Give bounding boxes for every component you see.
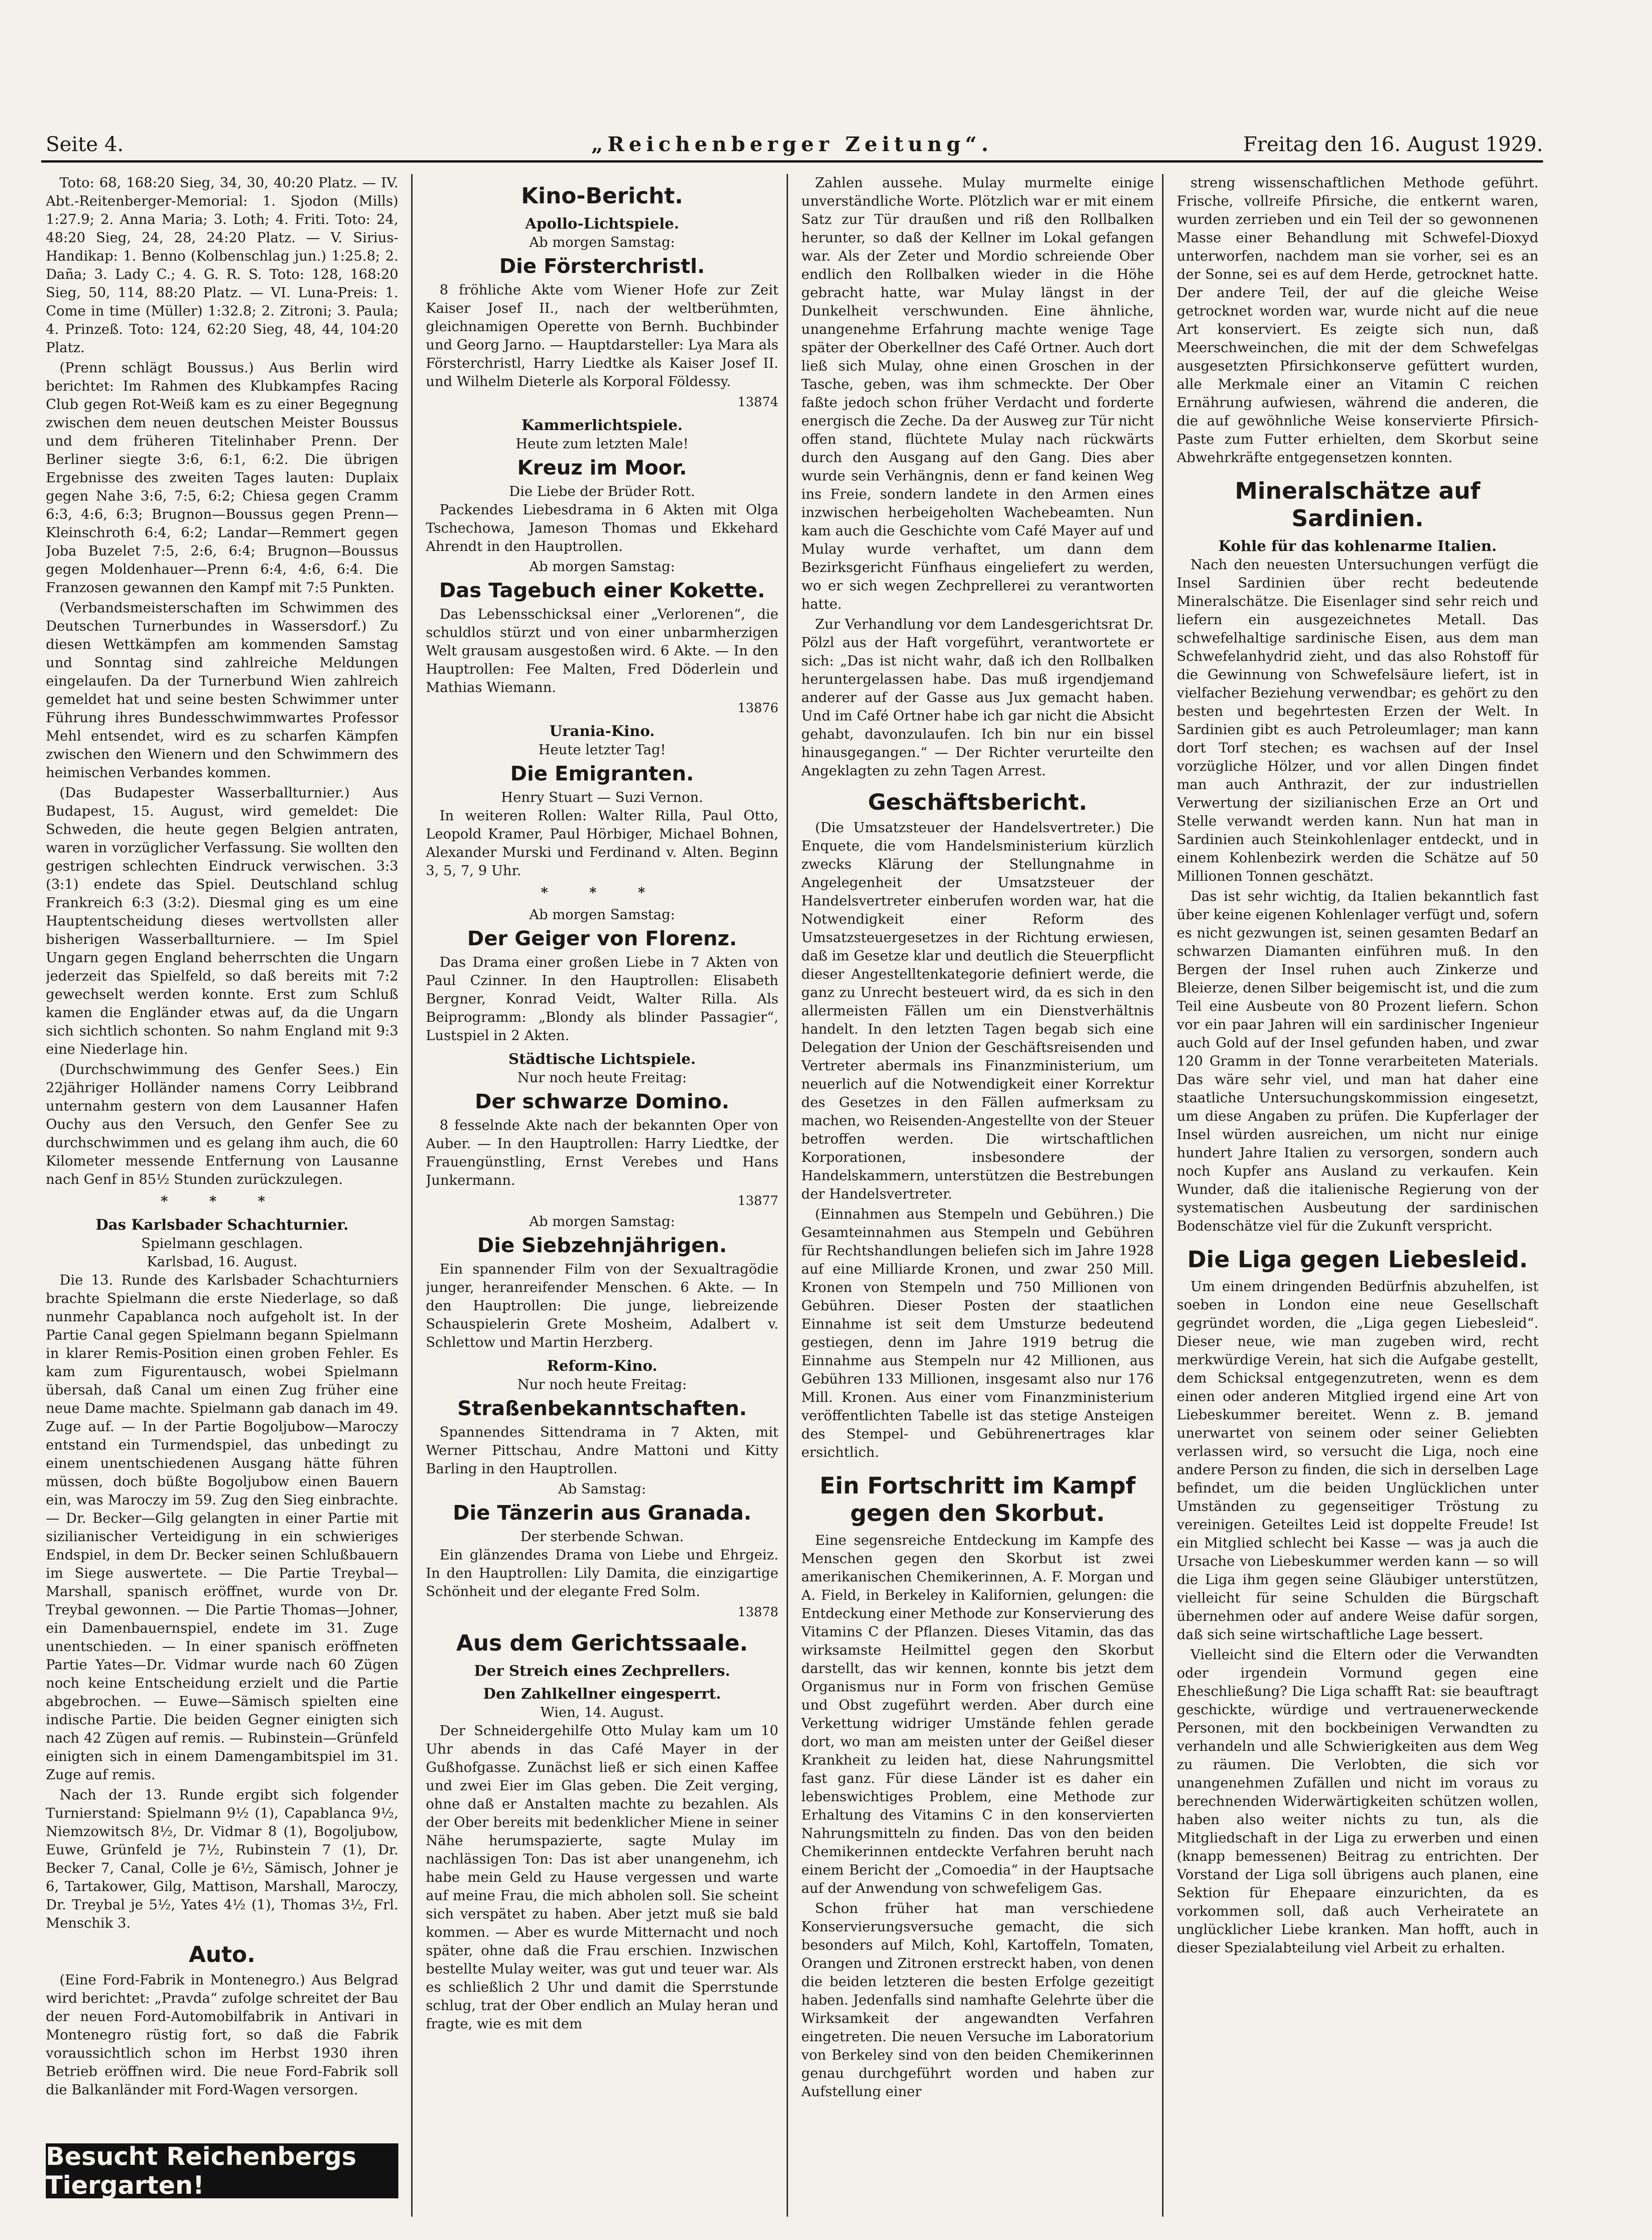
issue-date: Freitag den 16. August 1929. [1243,133,1543,156]
court-verdict: Zur Verhandlung vor dem Landesgerichtsrat Dr. Pölzl aus der Haft vorgeführt, verantwortete er sich: „Das ist nicht wahr, daß ich den Rollbalken heruntergelassen habe. Das muß irgendjemand anderer auf der Gasse aus Jux gemacht haben. Und im Café Ortner habe ich gar nicht die Absicht gehabt, davonzulaufen. Ich bin nur ein bissel hinausgegangen.“ — Der Richter verurteilte den Angeklagten zu zehn Tagen Arrest. [801,616,1154,779]
business-headline: Geschäftsbericht. [868,790,1087,815]
film-description: Das Lebensschicksal einer „Verlorenen“, die schuldlos stürzt und von einer unbarmherzigen Welt grausam ausgestoßen wird. 6 Akte. — In den Hauptrollen: Fee Malten, Fred Döderlein und Mathias Wiemann. [426,606,778,696]
scurvy-article-continued: streng wissenschaftlichen Methode geführt. Frische, vollreife Pfirsiche, die entkernt waren, wurden zerrieben und ein Teil der so gewonnenen Masse einer Behandlung mit Schwefel-Dioxyd unterworfen, nachdem man sie vorher, sei es an der Sonne, sei es auf dem Herde, getrocknet hatte. Der andere Teil, der auf die gleiche Weise getrocknet worden war, wurde nicht auf die neue Art konserviert. Es zeigte sich nun, daß Meerschweinchen, die mit der dem Schwefelgas ausgesetzten Pfirsichkonserve gefüttert wurden, alle Merkmale einer an Vitamin C reichen Ernährung aufwiesen, während die anderen, die die auf gewöhnliche Weise konservierte Pfirsich-Paste zum Futter erhielten, dem Skorbut seine Abwehrkräfte entgegensetzen konnten. [1177,175,1538,466]
scurvy-headline: Ein Fortschritt im Kampf gegen den Skorbut. [819,1472,1136,1526]
column-2 [426,174,778,2217]
chess-article: Die 13. Runde des Karlsbader Schachturniers brachte Spielmann die erste Niederlage, so daß nunmehr Capablanca noch aufgeholt ist. In der Partie Canal gegen Spielmann begann Spielmann in klarer Remis-Position einen groben Fehler. Es kam zum Figurentausch, wobei Spielmann übersah, daß Canal um einen Zug früher eine neue Dame machte. Spielmann gab danach im 49. Zuge auf. — In der Partie Bogoljubow—Maroczy entstand ein Turmendspiel, das unbedingt zu einem unentschiedenen Ausgang hätte führen müssen, doch büßte Bogoljubow einen Bauern ein, was Maroczy im 59. Zug den Sieg einbrachte. — Dr. Becker—Gilg gelangten in einer Partie mit sizilianischer Verteidigung in ein schwieriges Endspiel, in dem Dr. Becker seinen Schlußbauern im Siege auswertete. — Die Partie Treybal—Marshall, spanisch eröffnet, wurde von Dr. Treybal gewonnen. — Die Partie Thomas—Johner, ein Damenbauernspiel, endete im 31. Zuge unentschieden. — In einer spanisch eröffneten Partie Yates—Dr. Vidmar wurde nach 60 Zügen noch keine Entscheidung erzielt und die Partie abgebrochen. — Euwe—Sämisch spielten eine indische Partie. Die beiden Gegner einigten sich nach 42 Zügen auf remis. — Rubinstein—Grünfeld einigten sich in einem Damengambitspiel im 31. Zuge auf remis. [46,1272,398,1783]
column-4 [1177,174,1538,2217]
race-results: Toto: 68, 168:20 Sieg, 34, 30, 40:20 Platz. — IV. Abt.-Reitenberger-Memorial: 1. Sjodon (Mills) 1:27.9; 2. Anna Maria; 3. Loth; 4. Friti. Toto: 24, 48:20 Sieg, 24, 28, 24:20 Platz. — V. Sirius-Handikap: 1. Benno (Kolbenschlag jun.) 1:25.8; 2. Daña; 3. Lady C.; 4. G. R. S. Toto: 128, 168:20 Sieg, 50, 114, 88:20 Platz. — VI. Luna-Preis: 1. Come in time (Müller) 1:32.8; 2. Zitroni; 3. Paula; 4. Prinzeß. Toto: 124, 62:20 Sieg, 48, 44, 104:20 Platz. [46,175,398,356]
cinema-name: Städtische Lichtspiele. [508,1050,696,1068]
cinema-date: Ab morgen Samstag: [529,1214,675,1230]
ad-number: 13874 [737,394,778,409]
column-1 [46,174,398,2217]
film-description: In weiteren Rollen: Walter Rilla, Paul Otto, Leopold Kramer, Paul Hörbiger, Michael Bohnen, Alexander Murski und Ferdinand v. Alten. Beginn 3, 5, 7, 9 Uhr. [426,808,778,879]
chess-subheadline: Spielmann geschlagen. [141,1236,303,1252]
liga-article-2: Vielleicht sind die Eltern oder die Verwandten oder irgendein Vormund gegen eine Eheschließung? Die Liga schafft Rat: sie beauftragt geschickte, würdige und vertrauenerweckende Personen, mit den bockbeinigen Verwandten zu verhandeln und alle Schwierigkeiten aus dem Weg zu räumen. Die Verlobten, die sich vor unangenehmen Zufällen und nicht im voraus zu berechnenden Widerwärtigkeiten schützen wollen, haben also weiter nichts zu tun, als die Mitgliedschaft in der Liga zu erwerben und einen (knapp bemessenen) Beitrag zu entrichten. Der Vorstand der Liga soll übrigens auch planen, eine Sektion für Ehepaare einzurichten, da es vorkommen soll, daß auch Verheiratete an unglücklicher Liebe kranken. Man hofft, auch in dieser Spezialabteilung viel Arbeit zu erhalten. [1177,1647,1538,1956]
cinema-date: Heute letzter Tag! [538,742,666,758]
sardinia-article-2: Das ist sehr wichtig, da Italien bekanntlich fast über keine eigenen Kohlenlager verfügt und, sofern es nicht gezwungen ist, seinen gesamten Bedarf an schwarzen Diamanten einführen muß. In den Bergen der Insel ruhen auch Zinkerze und Bleierze, denen Silber beigemischt ist, und die zum Teil eine Ausbeute von 80 Prozent liefern. Schon vor ein paar Jahren will ein sardinischer Ingenieur auch Gold auf der Insel gefunden haben, und zwar 120 Gramm in der Tonne verarbeiteten Materials. Das wäre sehr viel, und man hat daher eine staatliche Untersuchungskommission eingesetzt, um diese Angaben zu prüfen. Die Kupferlager der Insel würden ausreichen, um nicht nur einige hundert Jahre Italien zu versorgen, sondern auch noch Kupfer ans Ausland zu verkaufen. Kein Wunder, daß die italienische Regierung von der systematischen Ausbeutung der sardinischen Bodenschätze viel für die Zukunft verspricht. [1177,888,1538,1234]
film-description: Ein spannender Film von der Sexualtragödie junger, heranreifender Menschen. 6 Akte. — In den Hauptrollen: Die junge, liebreizende Schauspielerin Grete Mosheim, Adalbert v. Schlettow und Martin Herzberg. [426,1261,778,1351]
tennis-article: (Prenn schlägt Boussus.) Aus Berlin wird berichtet: Im Rahmen des Klubkampfes Racing Club gegen Rot-Weiß kam es zu einer Begegnung zwischen dem neuen deutschen Meister Boussus und dem früheren Titelinhaber Prenn. Der Berliner siegte 3:6, 6:1, 6:2. Die übrigen Ergebnisse des zweiten Tages lauten: Duplaix gegen Nahe 3:6, 7:5, 6:2; Chiesa gegen Cramm 6:3, 4:6, 6:3; Brugnon—Boussus gegen Prenn—Kleinschroth 6:4, 6:2; Landar—Remmert gegen Joba Buzelet 7:5, 2:6, 6:4; Brugnon—Boussus gegen Moldenhauer—Prenn 6:4, 4:6, 6:4. Die Franzosen gewannen den Kampf mit 7:5 Punkten. [46,360,398,596]
film-description: Das Drama einer großen Liebe in 7 Akten von Paul Czinner. In den Hauptrollen: Elisabeth Bergner, Konrad Veidt, Walter Rilla. Als Beiprogramm: „Blondy als blinder Passagier“, Lustspiel in 2 Akten. [426,954,778,1044]
court-article-continued: Zahlen aussehe. Mulay murmelte einige unverständliche Worte. Plötzlich war er mit einem Satz zur Tür draußen und riß den Rollbalken herunter, so daß der Kellner im Lokal gefangen war. Als der Zeter und Mordio schreiende Ober endlich den Rollbalken wieder in die Höhe gebracht hatte, war Mulay längst in der Dunkelheit verschwunden. Eine ähnliche, unangenehme Erfahrung machte wenige Tage später der Oberkellner des Café Ortner. Auch dort ließ sich Mulay, ohne einen Groschen in der Tasche, geben, was ihm schmeckte. Der Ober faßte jedoch schon früher Verdacht und forderte energisch die Zeche. Da der Ausweg zur Tür nicht offen stand, flüchtete Mulay nach rückwärts durch den Ausgang auf den Gang. Dies aber wurde sein Verhängnis, denn er fand keinen Weg ins Freie, sondern landete in den Armen eines inzwischen herbeigeholten Wachebeamten. Nun kam auch die Geschichte vom Café Mayer auf und Mulay wurde verhaftet, um dann dem Bezirksgericht Fünfhaus eingeliefert zu werden, wo er sich wegen Zechprellerei zu verantworten hatte. [801,175,1154,612]
auto-headline: Auto. [189,1942,255,1967]
cinema-date: Nur noch heute Freitag: [517,1377,687,1393]
cinema-name: Reform-Kino. [547,1357,658,1374]
film-description: 8 fesselnde Akte nach der bekannten Oper von Auber. — In den Hauptrollen: Harry Liedtke, der Frauengünstling, Ernst Verebes und Hans Junkermann. [426,1117,778,1188]
zoo-advertisement: Besucht Reichenbergs Tiergarten! [46,2143,398,2198]
film-title: Die Siebzehnjährigen. [477,1234,727,1257]
chess-headline: Das Karlsbader Schachturnier. [95,1216,349,1233]
cinema-date: Ab morgen Samstag: [529,907,675,923]
court-article: Der Schneidergehilfe Otto Mulay kam um 10 Uhr abends in das Café Mayer in der Gußhofgasse. Zunächst ließ er sich einen Kaffee und zwei Eier im Glas geben. Die Zeit verging, ohne daß er Anstalten machte zu bezahlen. Als der Ober bereits mit bedenklicher Miene in seiner Nähe herumspazierte, sagte Mulay im nachlässigen Ton: Das ist aber unangenehm, ich habe mein Geld zu Hause vergessen und warte auf meine Frau, die mich abholen soll. Sie scheint sich verspätet zu haben. Aber jetzt muß sie bald kommen. — Aber es wurde Mitternacht und noch später, ohne daß die Frau erschien. Inzwischen bestellte Mulay weiter, was gut und teuer war. Als es schließlich 2 Uhr und damit die Sperrstunde schlug, trat der Ober endlich an Mulay heran und fragte, wie es mit dem [426,1723,778,2032]
cinema-date: Ab morgen Samstag: [529,559,675,575]
film-title: Kreuz im Moor. [517,456,687,480]
film-description: 8 fröhliche Akte vom Wiener Hofe zur Zeit Kaiser Josef II., nach der weltberühmten, gleichnamigen Operette von Bernh. Buchbinder und Georg Jarno. — Hauptdarsteller: Lya Mara als Försterchristl, Harry Liedtke als Kaiser Josef II. und Wilhelm Dieterle als Korporal Földessy. [426,282,778,390]
film-cast: Henry Stuart — Suzi Vernon. [501,790,703,806]
film-description: Spannendes Sittendrama in 7 Akten, mit Werner Pittschau, Andre Mattoni und Kitty Barling in den Hauptrollen. [426,1424,778,1477]
sardinia-article: Nach den neuesten Untersuchungen verfügt die Insel Sardinien über recht bedeutende Mineralschätze. Die Eisenlager sind sehr reich und liefern ein ausgezeichnetes Metall. Das schwefelhaltige sardinische Eisen, aus dem man Schwefelanhydrid zieht, und das also Rohstoff für die Gewinnung von Schwefelsäure liefert, ist in vielfacher Beziehung verwendbar; es gehört zu den besten und begehrtesten Erzen der Welt. In Sardinien gibt es auch Petroleumlager; man kann dort Torf stechen; es wachsen auf der Insel vorzügliche Hölzer, und vor allen Dingen findet man auch Anthrazit, der zur industriellen Verwertung der sizilianischen Erze an Ort und Stelle verwandt werden kann. Nun hat man in Sardinien auch Steinkohlenlager entdeckt, und in einem Kohlenbezirk werden die Schätze auf 50 Millionen Tonnen geschätzt. [1177,557,1538,884]
cinema-headline: Kino-Bericht. [521,183,683,209]
film-title: Der schwarze Domino. [475,1090,729,1113]
sardinia-subheadline: Kohle für das kohlenarme Italien. [1218,537,1497,555]
cinema-name: Kammerlichtspiele. [522,416,683,434]
columns [41,174,1543,2217]
cinema-date: Heute zum letzten Male! [516,436,689,452]
page-number: Seite 4. [46,133,124,156]
court-subheadline-2: Den Zahlkellner eingesperrt. [483,1685,721,1702]
cinema-date: Nur noch heute Freitag: [517,1070,687,1086]
film-subtitle: Die Liebe der Brüder Rott. [509,484,696,500]
scurvy-article-2: Schon früher hat man verschiedene Konservierungsversuche gemacht, die sich besonders auf Milch, Kohl, Kartoffeln, Tomaten, Orangen und Zitronen erstreckt haben, von denen die beiden letzteren die besten Erfolge gezeitigt haben. Jedenfalls sind namhafte Gelehrte über die Wirksamkeit der angewandten Verfahren eingetreten. Die neuen Versuche im Laboratorium von Berkeley sind von den beiden Chemikerinnen genau durchgeführt worden und haben zur Aufstellung einer [801,1901,1154,2100]
newspaper-page [41,133,1543,2221]
film-title: Die Tänzerin aus Granada. [452,1501,752,1525]
sardinia-headline: Mineralschätze auf Sardinien. [1234,478,1481,532]
cinema-name: Apollo-Lichtspiele. [525,215,679,232]
scurvy-article: Eine segensreiche Entdeckung im Kampfe des Menschen gegen den Skorbut ist zwei amerikanischen Chemikerinnen, A. F. Morgan und A. Field, in Berkeley in Kalifornien, gelungen: die Entdeckung einer Methode zur Konservierung des Vitamins C der Pflanzen. Dieses Vitamin, das das wirksamste Heilmittel gegen den Skorbut darstellt, das wir kennen, konnte bis jetzt dem Organismus nur in Form von frischen Gemüse und Obst zugeführt werden. Aber durch eine Verkettung widriger Umstände fehlen gerade dort, wo man am meisten unter der Geißel dieser Krankheit zu leiden hat, diese Nahrungsmittel fast ganz. Für diese Länder ist es daher ein lebenswichtiges Problem, eine Methode zur Erhaltung des Vitamins C in den konservierten Nahrungsmitteln zu finden. Das von den beiden Chemikerinnen entdeckte Verfahren beruht nach einem Bericht der „Comoedia“ in der Hauptsache auf der Anwendung von schwefeligem Gas. [801,1532,1154,1897]
column-3 [801,174,1154,2217]
chess-standings: Nach der 13. Runde ergibt sich folgender Turnierstand: Spielmann 9½ (1), Capablanca 9½, Niemzowitsch 8½, Dr. Vidmar 8 (1), Bogoljubow, Euwe, Grünfeld je 7½, Rubinstein 7 (1), Dr. Becker 7, Canal, Colle je 6½, Sämisch, Johner je 6, Tartakower, Gilg, Mattison, Marshall, Maroczy, Dr. Treybal je 5½, Yates 4½ (1), Thomas 3½, Frl. Menschik 3. [46,1787,398,1931]
swimming-article: (Verbandsmeisterschaften im Schwimmen des Deutschen Turnerbundes in Wassersdorf.) Zu diesen Wettkämpfen am kommenden Samstag und Sonntag sind zahlreiche Meldungen eingelaufen. Da der Turnerbund Wien zahlreich gemeldet hat und seine besten Schwimmer unter Führung ihres Bundesschwimmwartes Professor Mehl entsendet, wird es zu scharfen Kämpfen zwischen den Wienern und den Schwimmern des heimischen Verbandes kommen. [46,600,398,781]
separator-stars: * * * [161,1194,283,1210]
film-title: Die Emigranten. [510,762,694,785]
court-dateline: Wien, 14. August. [540,1705,664,1721]
film-title: Die Försterchristl. [499,255,705,278]
film-subtitle: Der sterbende Schwan. [520,1529,684,1545]
court-subheadline: Der Streich eines Zechprellers. [474,1662,730,1679]
geneva-swim-article: (Durchschwimmung des Genfer Sees.) Ein 22jähriger Holländer namens Corry Leibbrand unternahm gestern von dem Lausanner Hafen Ouchy aus den Versuch, den Genfer See zu durchschwimmen und es gelang ihm auch, die 60 Kilometer messende Entfernung von Lausanne nach Genf in 85½ Stunden zurückzulegen. [46,1062,398,1188]
stamp-revenue-article: (Einnahmen aus Stempeln und Gebühren.) Die Gesamteinnahmen aus Stempeln und Gebühren für Rechtshandlungen beliefen sich im Jahre 1928 auf eine Milliarde Kronen, und zwar 250 Mill. Kronen von Stempeln und 750 Millionen von Gebühren. Dieser Posten der staatlichen Einnahme ist seit dem Umsturze bedeutend gestiegen, denn im Jahre 1919 betrug die Einnahme aus Stempeln nur 42 Millionen, aus Gebühren 133 Millionen, insgesamt also nur 176 Mill. Kronen. Aus einer vom Finanzministerium veröffentlichten Tabelle ist das stetige Ansteigen des Stempel- und Gebührenertrages klar ersichtlich. [801,1206,1154,1461]
film-title: Das Tagebuch einer Kokette. [439,579,765,602]
cinema-name: Urania-Kino. [549,722,655,740]
film-description: Packendes Liebesdrama in 6 Akten mit Olga Tschechowa, Jameson Thomas und Ekkehard Ahrendt in den Hauptrollen. [426,502,778,555]
waterpolo-article: (Das Budapester Wasserballturnier.) Aus Budapest, 15. August, wird gemeldet: Die Schweden, die heute gegen Belgien antraten, waren in vorzüglicher Verfassung. Sie wollten den gestrigen schlechten Eindruck verwischen. 3:3 (3:1) endete das Spiel. Deutschland schlug Frankreich 6:3 (3:2). Diesmal ging es um eine Hauptentscheidung dieses wertvollsten aller bisherigen Wasserballturniere. — Im Spiel Ungarn gegen England beherrschten die Ungarn jederzeit das Spielfeld, so daß bereits mit 7:2 gewechselt werden konnte. Erst zum Schluß kamen die Engländer etwas auf, da die Ungarn sich sichtlich schonten. So nahm England mit 9:3 eine Niederlage hin. [46,785,398,1057]
newspaper-title: „Reichenberger Zeitung“. [591,133,993,156]
film-title: Straßenbekanntschaften. [457,1397,747,1420]
liga-headline: Die Liga gegen Liebesleid. [1187,1246,1528,1273]
film-description: Ein glänzendes Drama von Liebe und Ehrgeiz. In den Hauptrollen: Lily Damita, die einzigartige Schönheit und der elegante Fred Solm. [426,1547,778,1600]
ad-number: 13878 [737,1604,778,1619]
ad-number: 13877 [737,1193,778,1208]
liga-article: Um einem dringenden Bedürfnis abzuhelfen, ist soeben in London eine neue Gesellschaft gegründet worden, die „Liga gegen Liebesleid“. Dieser neue, wie man zugeben wird, recht merkwürdige Verein, hat sich die Aufgabe gestellt, dem Schicksal entgegenzutreten, wenn es dem einen oder anderen Mitglied irgend eine Art von Liebeskummer bereitet. Wenn z. B. jemand unerwartet von seinem oder seiner Geliebten verlassen wird, so versucht die Liga, noch eine andere Person zu finden, die sich in derselben Lage befindet, um die beiden Unglücklichen unter Umständen zu gegenseitiger Tröstung zu vereinigen. Geteiltes Leid ist doppelte Freude! Ist ein Mitglied schlecht bei Kasse — was ja auch die Ursache von Liebeskummer werden kann — so will die Liga ihm gegen seine Gläubiger unterstützen, vielleicht für seine Schulden die Bürgschaft übernehmen oder auf andere Weise dafür sorgen, daß sich seine wirtschaftliche Lage bessert. [1177,1279,1538,1643]
ford-article: (Eine Ford-Fabrik in Montenegro.) Aus Belgrad wird berichtet: „Pravda“ zufolge schreitet der Bau der neuen Ford-Automobilfabrik in Antivari in Montenegro rüstig fort, so daß die Fabrik voraussichtlich schon im Herbst 1930 ihren Betrieb eröffnen wird. Die neue Ford-Fabrik soll die Balkanländer mit Ford-Wagen versorgen. [46,1972,398,2098]
cinema-date: Ab Samstag: [558,1481,646,1497]
film-title: Der Geiger von Florenz. [467,927,737,950]
separator-stars: * * * [541,885,663,901]
sales-tax-article: (Die Umsatzsteuer der Handelsvertreter.) Die Enquete, die vom Handelsministerium kürzlich zwecks Klärung der Stellungnahme in Angelegenheit der Umsatzsteuer der Handelsvertreter einberufen worden war, hat die Notwendigkeit einer Reform des Umsatzsteuergesetzes in der Richtung erwiesen, daß im Gesetze klar und deutlich die Steuerpflicht dieser Angestelltenkategorie definiert werde, die ganz zu Unrecht besteuert wird, da es sich in den allermeisten Fällen um ein Dienstverhältnis handelt. In den letzten Tagen begab sich eine Delegation der Union der Geschäftsreisenden und Vertreter abermals ins Finanzministerium, um neuerlich auf die Notwendigkeit einer Korrektur des Gesetzes in den Fällen aufmerksam zu machen, wo Reisenden-Angestellte von der Steuer betroffen werden. Die wirtschaftlichen Korporationen, insbesondere der Handelskammern, unterstützen die Bestrebungen der Handelsvertreter. [801,820,1154,1202]
court-headline: Aus dem Gerichtssaale. [456,1630,748,1656]
page-header [41,133,1543,163]
chess-dateline: Karlsbad, 16. August. [147,1254,298,1270]
cinema-date: Ab morgen Samstag: [529,234,675,251]
ad-number: 13876 [737,700,778,715]
